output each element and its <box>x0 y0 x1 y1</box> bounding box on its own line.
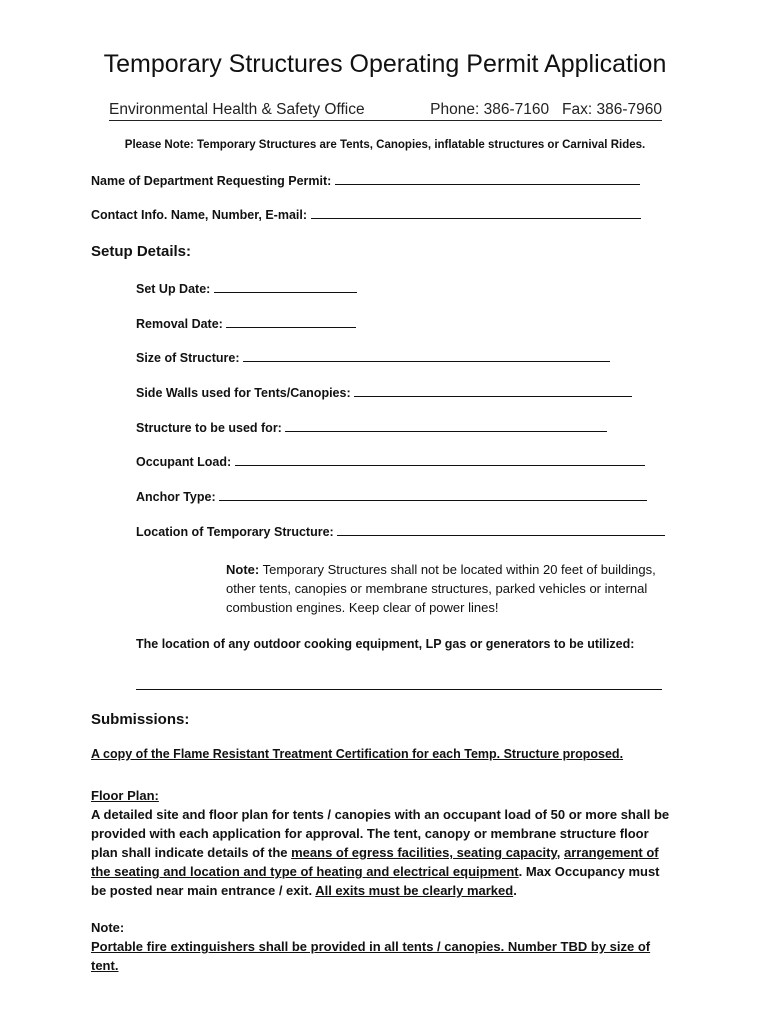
extinguisher-section <box>91 918 671 975</box>
occupant-load-field <box>136 454 645 469</box>
contact-label: Contact Info. Name, Number, E-mail: <box>91 208 308 222</box>
anchor-type-label: Anchor Type: <box>136 490 216 504</box>
size-input-line[interactable] <box>243 350 610 362</box>
setback-note-label: Note: <box>226 562 260 577</box>
department-label: Name of Department Requesting Permit: <box>91 174 332 188</box>
size-field <box>136 350 610 365</box>
floor-plan-section <box>91 786 671 900</box>
cooking-equipment-input-line[interactable] <box>136 689 662 690</box>
office-contact-line <box>109 101 662 121</box>
size-label: Size of Structure: <box>136 351 240 365</box>
floor-plan-exits-text: All exits must be clearly marked <box>315 883 514 898</box>
department-input-line[interactable] <box>335 173 640 185</box>
removal-date-field <box>136 316 356 331</box>
setup-date-label: Set Up Date: <box>136 282 211 296</box>
floor-plan-text: A detailed site and floor plan for tents / canopies with an occupant load of 50 or more shall be provided with each application for approval. The tent, canopy or membrane structure floor plan shall indicate details of the <box>91 807 670 860</box>
occupant-load-label: Occupant Load: <box>136 455 232 469</box>
floor-plan-label: Floor Plan: <box>91 788 159 803</box>
anchor-type-field <box>136 489 647 504</box>
office-phone-fax <box>430 101 662 119</box>
structures-note: Please Note: Temporary Structures are Tents, Canopies, inflatable structures or Carnival Rides. <box>124 139 646 151</box>
setup-date-field <box>136 281 357 296</box>
page-title: Temporary Structures Operating Permit Application <box>103 50 667 78</box>
department-field <box>91 173 640 188</box>
location-input-line[interactable] <box>337 524 665 536</box>
setback-note-text: Temporary Structures shall not be located within 20 feet of buildings, other tents, canopies or membrane structures, parked vehicles or internal combustion engines. Keep clear of power lines! <box>226 562 656 615</box>
flame-resistant-requirement: A copy of the Flame Resistant Treatment Certification for each Temp. Structure proposed. <box>91 747 624 761</box>
cooking-equipment-label: The location of any outdoor cooking equipment, LP gas or generators to be utilized: <box>136 637 635 651</box>
floor-plan-egress-text: means of egress facilities, seating capacity <box>291 845 557 860</box>
submissions-heading: Submissions: <box>91 711 190 728</box>
removal-date-label: Removal Date: <box>136 317 223 331</box>
floor-plan-occupancy-text: . Max Occupancy must be posted near main entrance / exit. <box>91 864 660 898</box>
setback-note <box>226 560 686 617</box>
floor-plan-comma: , <box>556 845 564 860</box>
used-for-label: Structure to be used for: <box>136 421 282 435</box>
side-walls-field <box>136 385 632 400</box>
anchor-type-input-line[interactable] <box>219 489 647 501</box>
setup-heading: Setup Details: <box>91 243 192 260</box>
location-label: Location of Temporary Structure: <box>136 525 334 539</box>
used-for-field <box>136 420 607 435</box>
office-fax: Fax: 386-7960 <box>562 101 662 118</box>
side-walls-label: Side Walls used for Tents/Canopies: <box>136 386 351 400</box>
extinguisher-note-label: Note: <box>91 920 125 935</box>
contact-field <box>91 207 641 222</box>
used-for-input-line[interactable] <box>285 420 607 432</box>
removal-date-input-line[interactable] <box>226 316 356 328</box>
floor-plan-period: . <box>513 883 517 898</box>
occupant-load-input-line[interactable] <box>235 454 645 466</box>
location-field <box>136 524 665 539</box>
floor-plan-seating-text: arrangement of the seating and location and type of heating and electrical equipment <box>91 845 659 879</box>
extinguisher-requirement: Portable fire extinguishers shall be provided in all tents / canopies. Number TBD by size of tent. <box>91 939 651 973</box>
office-phone: Phone: 386-7160 <box>430 101 550 118</box>
setup-date-input-line[interactable] <box>214 281 357 293</box>
office-name: Environmental Health & Safety Office <box>109 101 365 118</box>
side-walls-input-line[interactable] <box>354 385 632 397</box>
contact-input-line[interactable] <box>311 207 641 219</box>
